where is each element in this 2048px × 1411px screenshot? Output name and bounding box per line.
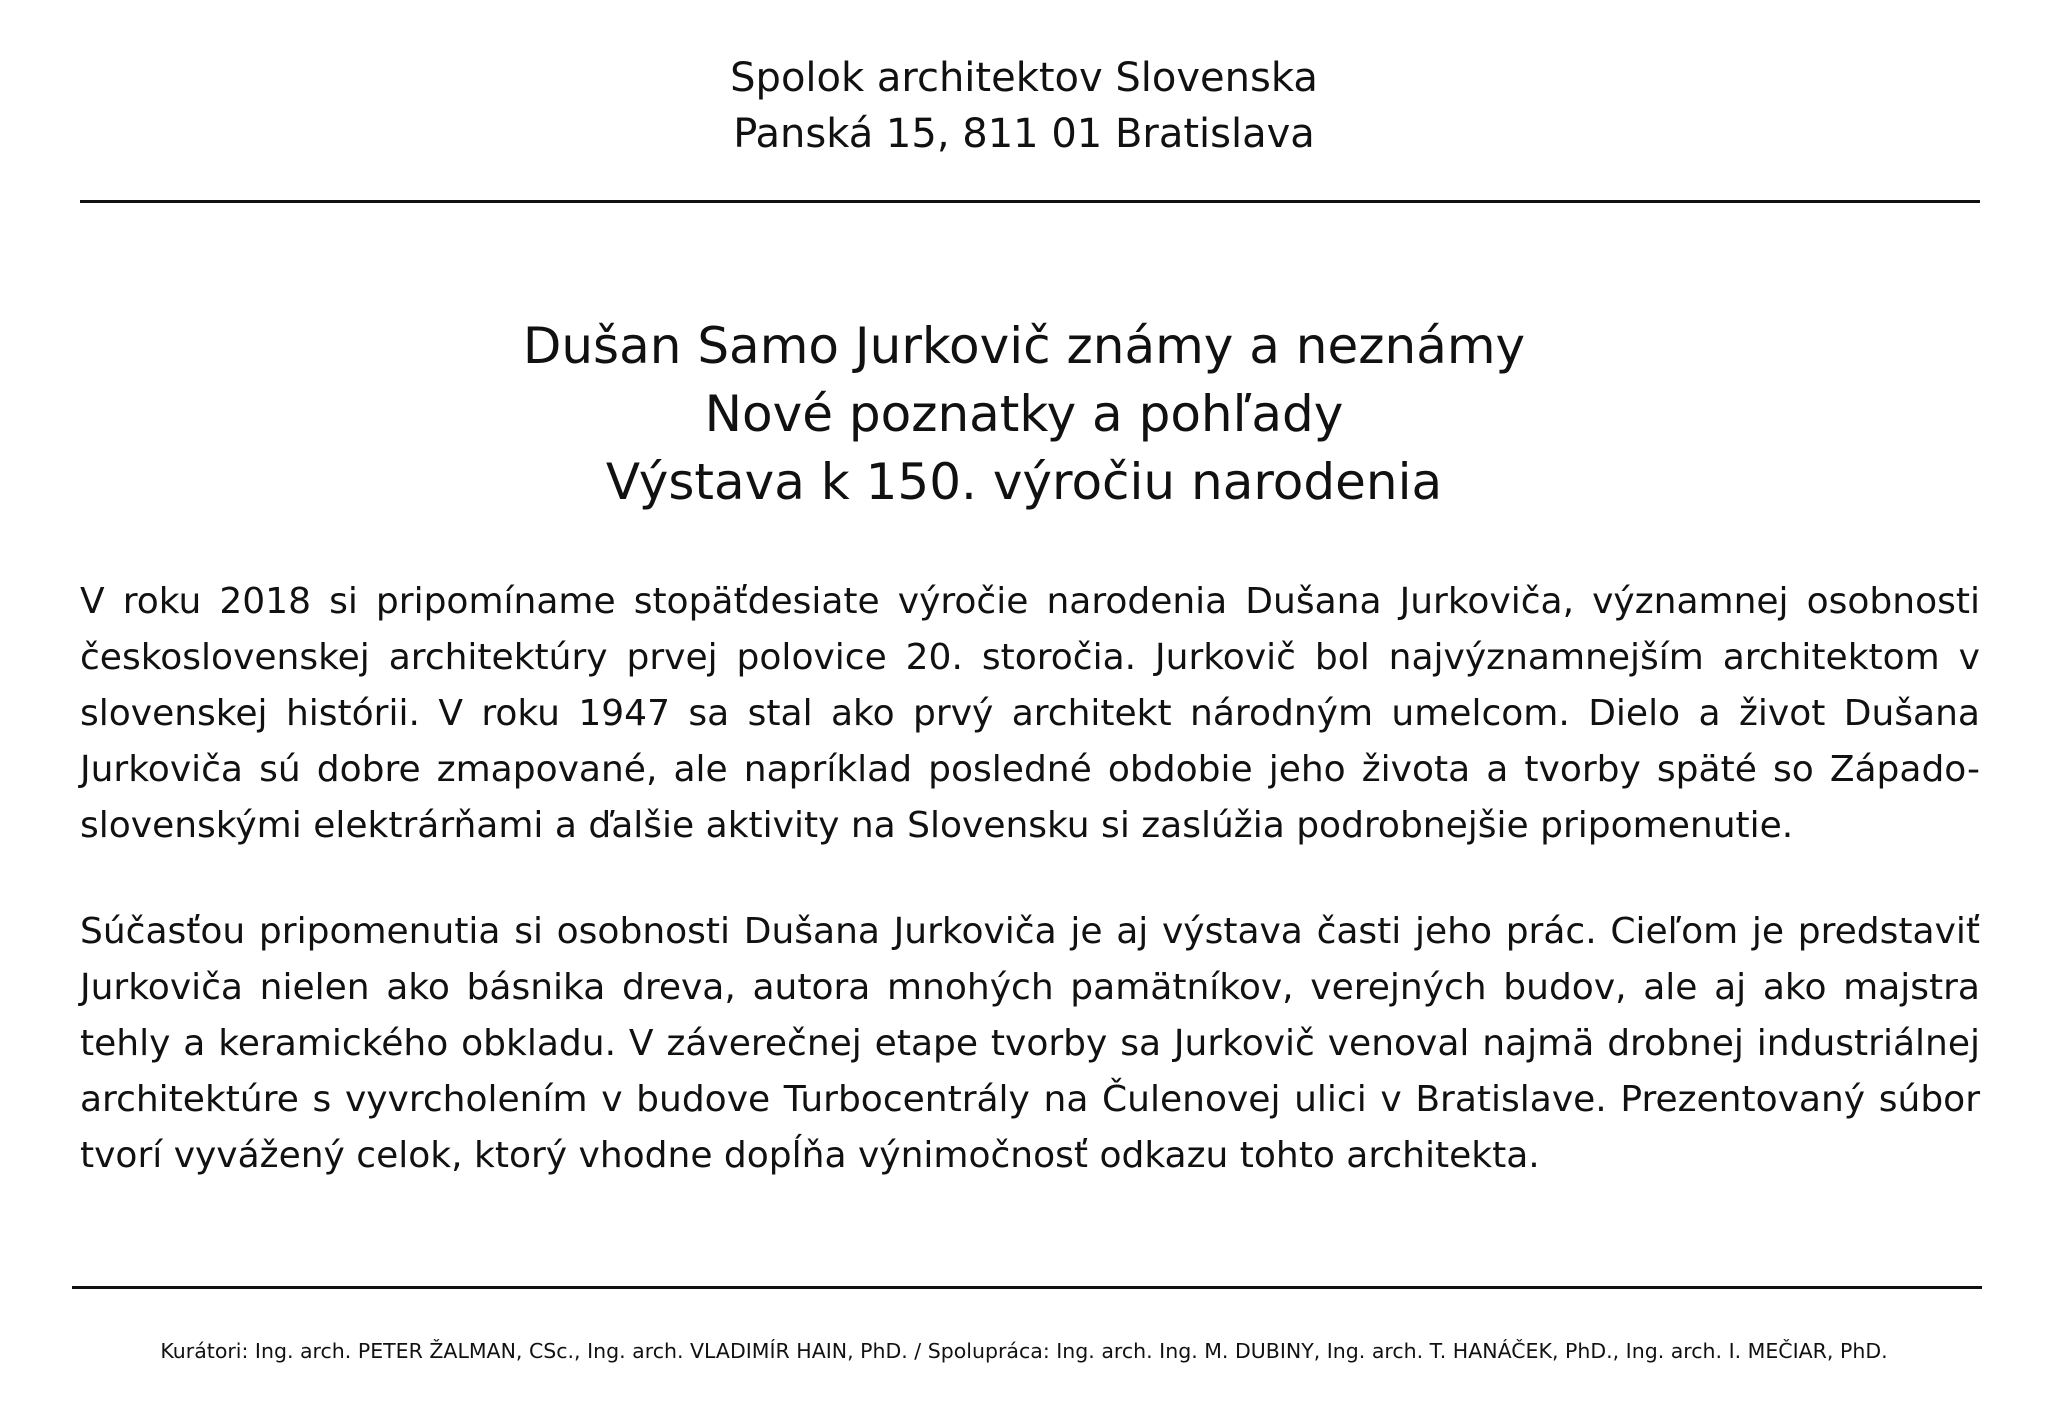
- bottom-divider: [72, 1286, 1982, 1289]
- title-line-1: Dušan Samo Jurkovič známy a neznámy: [522, 317, 1526, 375]
- organization-name: Spolok architektov Slovenska: [730, 55, 1318, 101]
- letterhead: [0, 50, 2048, 162]
- exhibition-title: [0, 312, 2048, 516]
- title-line-2: Nové poznatky a pohľady: [704, 385, 1344, 443]
- title-line-3: Výstava k 150. výročiu narodenia: [605, 453, 1443, 511]
- organization-address: Panská 15, 811 01 Bratislava: [733, 111, 1315, 157]
- body-paragraph-2: Súčasťou pripomenutia si osobnosti Dušana Jurkoviča je aj výstava časti jeho prác. Cieľom je predstaviť Jurkoviča nielen ako básnika dreva, autora mnohých pamätníkov, verejných budov, ale aj ako majstra tehly a keramického obkladu. V záverečnej etape tvorby sa Jurkovič venoval najmä drobnej industriálnej architektúre s vyvrcholením v budove Turbocentrály na Čulenovej ulici v Bratislave. Prezentovaný súbor tvorí vyvážený celok, ktorý vhodne dopĺňa výnimočnosť odkazu tohto architekta.: [80, 911, 1980, 1176]
- body-paragraph-1: V roku 2018 si pripomíname stopäťdesiate výročie narodenia Dušana Jurkoviča, významnej osobnosti československej architektúry prvej polovice 20. storočia. Jurkovič bol najvýznamnejším architektom v slovenskej histórii. V roku 1947 sa stal ako prvý architekt národným umelcom. Dielo a život Dušana Jurkoviča sú dobre zmapované, ale napríklad posledné obdobie jeho života a tvorby späté so Západo-slovenskými elektrárňami a ďalšie aktivity na Slovensku si zaslúžia podrobnejšie pripomenutie.: [80, 581, 1980, 846]
- curators-credits: Kurátori: Ing. arch. PETER ŽALMAN, CSc., Ing. arch. VLADIMÍR HAIN, PhD. / Spolupráca: Ing. arch. Ing. M. DUBINY, Ing. arch. T. HANÁČEK, PhD., Ing. arch. I. MEČIAR, PhD.: [160, 1339, 1888, 1363]
- top-divider: [80, 200, 1980, 203]
